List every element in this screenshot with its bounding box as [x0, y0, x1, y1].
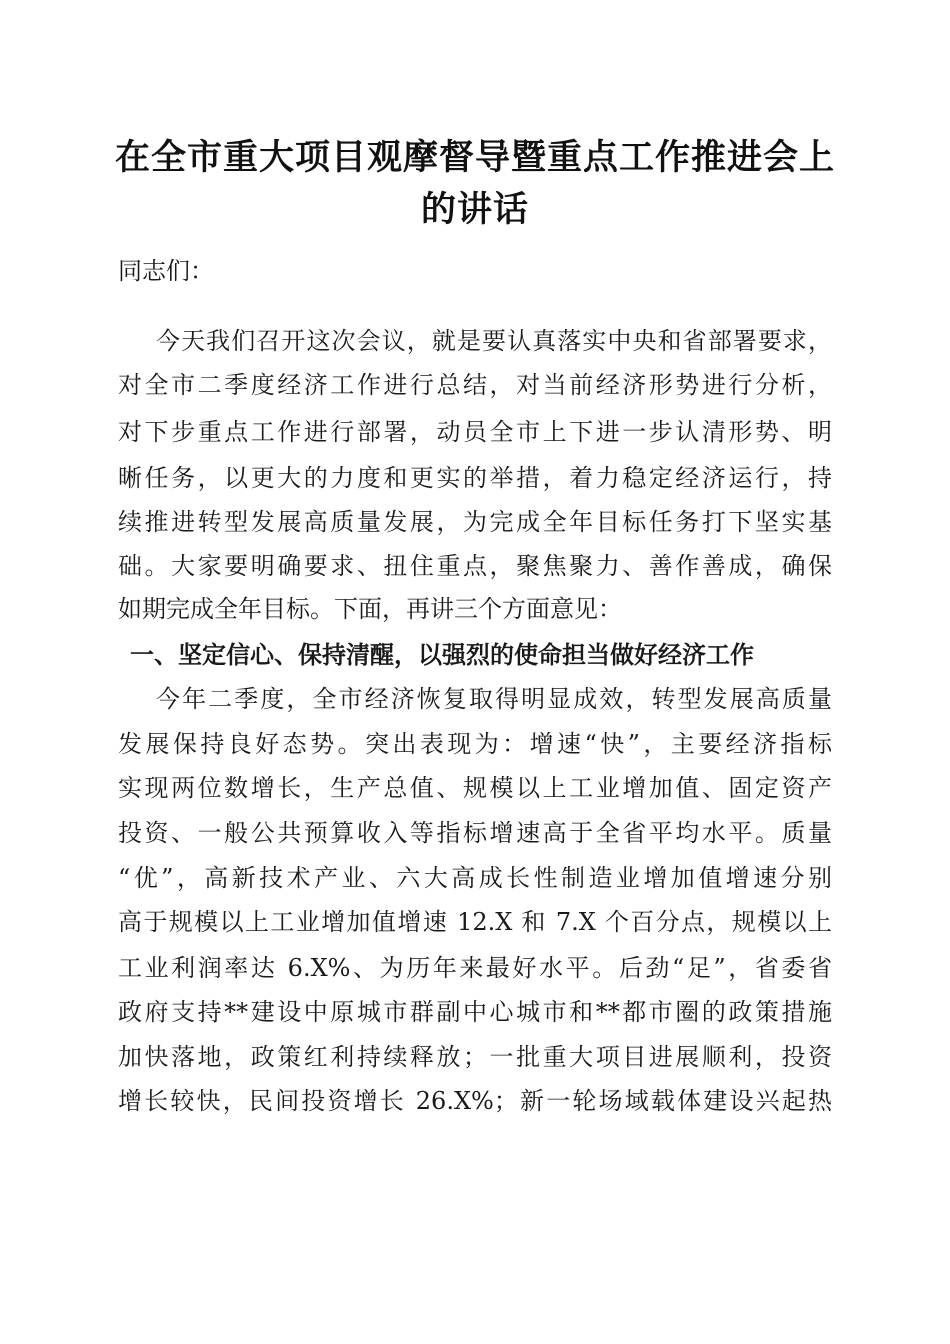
body-line: 工业利润率达 6.X%、为历年来最好水平。后劲“足”，省委省	[118, 954, 832, 982]
title-line-1: 在全市重大项目观摩督导暨重点工作推进会上	[114, 137, 835, 178]
intro-line: 续推进转型发展高质量发展，为完成全年目标任务打下坚实基	[118, 508, 832, 536]
intro-line: 如期完成全年目标。下面，再讲三个方面意见：	[118, 595, 622, 623]
body-line: 增长较快，民间投资增长 26.X%；新一轮场域载体建设兴起热	[118, 1087, 832, 1115]
document-title	[100, 132, 850, 236]
intro-line: 对全市二季度经济工作进行总结，对当前经济形势进行分析，	[118, 371, 832, 399]
body-line: 加快落地，政策红利持续释放；一批重大项目进展顺利，投资	[118, 1043, 832, 1071]
section-heading: 一、坚定信心、保持清醒，以强烈的使命担当做好经济工作	[130, 641, 754, 669]
body-line: 实现两位数增长，生产总值、规模以上工业增加值、固定资产	[118, 774, 832, 802]
body-line: “优”，高新技术产业、六大高成长性制造业增加值增速分别	[118, 864, 832, 892]
intro-line: 今天我们召开这次会议，就是要认真落实中央和省部署要求，	[156, 327, 832, 355]
title-line-2: 的讲话	[420, 189, 529, 230]
body-line: 投资、一般公共预算收入等指标增速高于全省平均水平。质量	[118, 819, 832, 847]
body-line: 政府支持**建设中原城市群副中心城市和**都市圈的政策措施	[118, 998, 832, 1026]
intro-line: 对下步重点工作进行部署，动员全市上下进一步认清形势、明	[118, 418, 832, 446]
body-line: 高于规模以上工业增加值增速 12.X 和 7.X 个百分点，规模以上	[118, 908, 832, 936]
salutation: 同志们：	[118, 257, 214, 285]
body-line: 发展保持良好态势。突出表现为：增速“快”，主要经济指标	[118, 730, 832, 758]
body-line: 今年二季度，全市经济恢复取得明显成效，转型发展高质量	[156, 685, 832, 713]
intro-line: 础。大家要明确要求、扭住重点，聚焦聚力、善作善成，确保	[118, 552, 832, 580]
intro-line: 晰任务，以更大的力度和更实的举措，着力稳定经济运行，持	[118, 464, 832, 492]
